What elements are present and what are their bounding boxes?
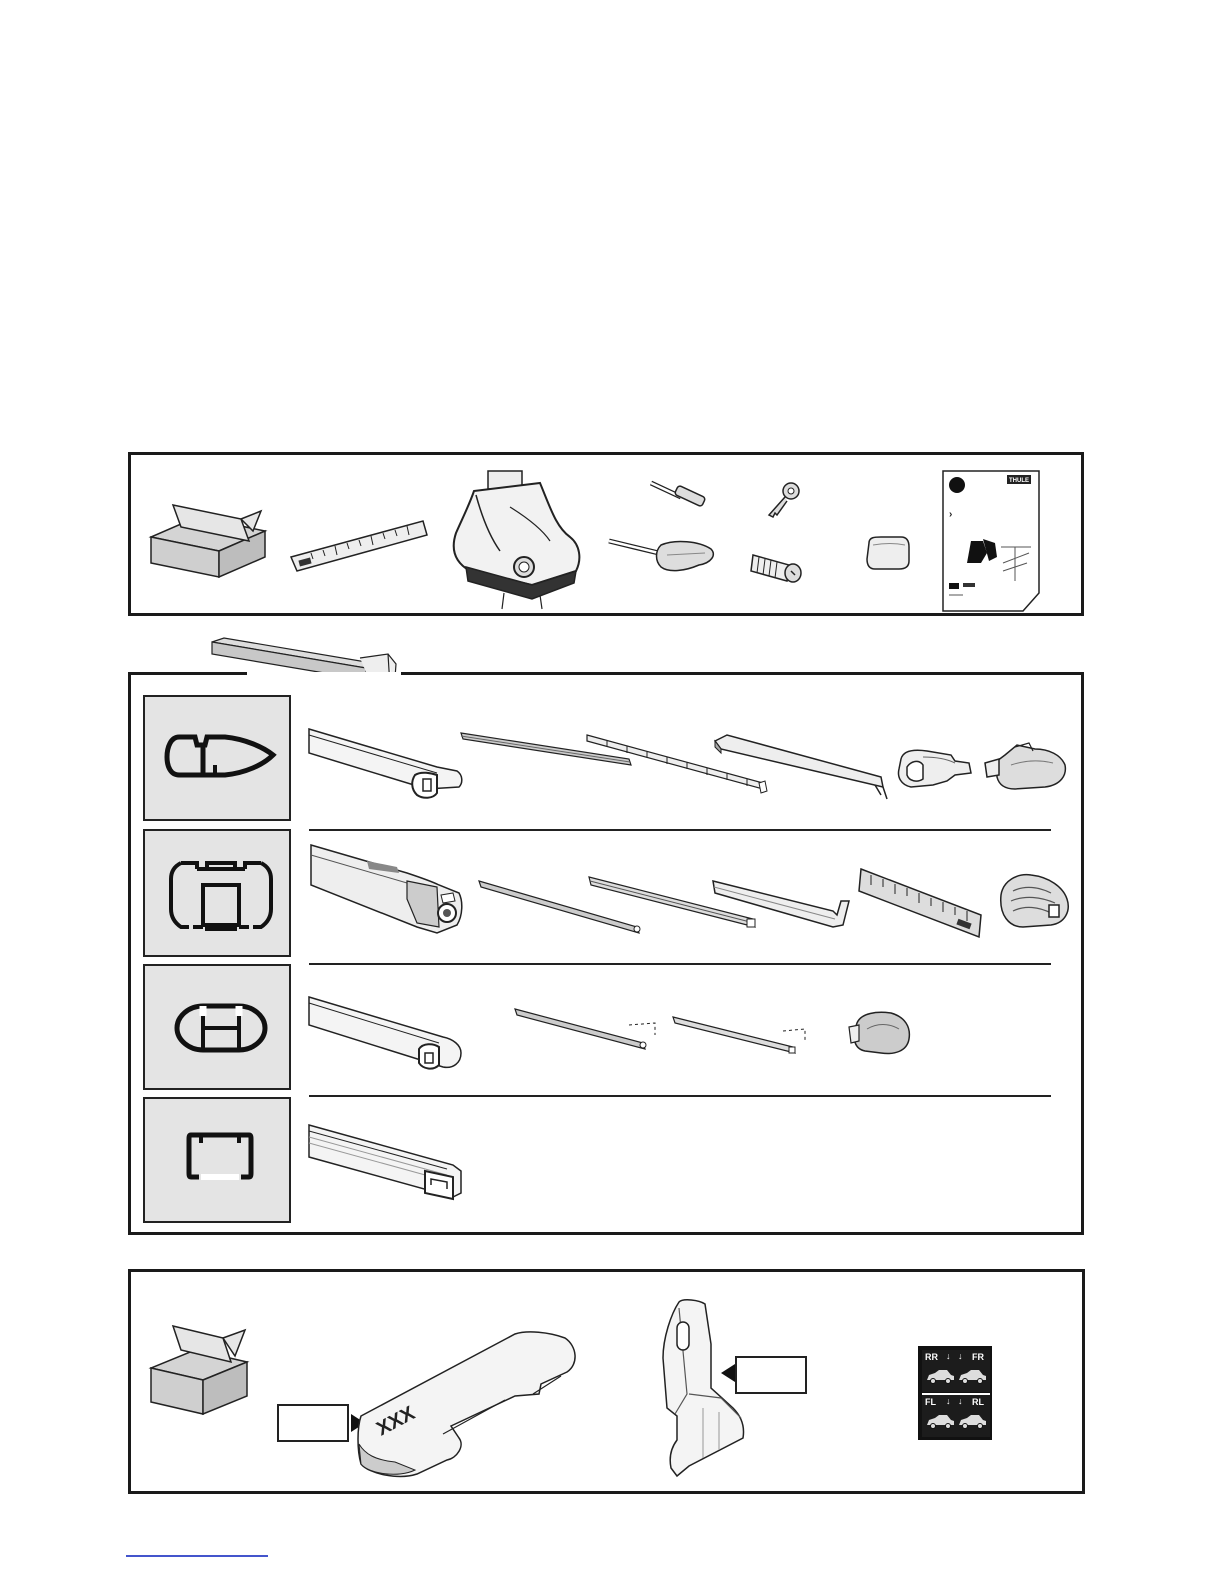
car-icon (925, 1368, 955, 1384)
part-marking-text: XXX (373, 1402, 419, 1441)
slide-end-cap-icon (995, 871, 1071, 931)
sticker-fr (956, 1350, 990, 1392)
fit-kit-panel (128, 1269, 1085, 1494)
t-bolt-icon (647, 477, 707, 511)
down-arrow-icon: ↓ (958, 1351, 963, 1361)
round-bar-icon (307, 993, 467, 1075)
rubber-pad-icon (355, 1324, 581, 1480)
down-arrow-icon: ↓ (958, 1396, 963, 1406)
car-icon (925, 1413, 955, 1429)
square-profile-icon (187, 1131, 253, 1181)
slide-bar-icon (307, 841, 467, 941)
round-rubber-strip-icon (671, 1013, 807, 1063)
footer-link-underline[interactable] (126, 1555, 268, 1557)
profile-cell-aero (143, 695, 291, 821)
row-divider (309, 829, 1051, 831)
profile-cell-round (143, 964, 291, 1090)
roof-foot-icon (446, 467, 584, 609)
round-end-cap-icon (847, 1009, 913, 1059)
square-bar-icon (307, 1121, 467, 1205)
lock-cylinder-icon (749, 547, 805, 585)
sticker-rl-label: RL (972, 1397, 984, 1407)
sticker-rr-label: RR (925, 1352, 938, 1362)
kit-number-box-bracket (735, 1356, 807, 1394)
sticker-rr (922, 1350, 957, 1392)
down-arrow-icon: ↓ (946, 1351, 951, 1361)
row-divider (309, 963, 1051, 965)
car-icon (957, 1413, 987, 1429)
down-arrow-icon: ↓ (946, 1396, 951, 1406)
round-profile-icon (175, 1002, 267, 1054)
profile-cell-square (143, 1097, 291, 1223)
pointer-arrow-icon (721, 1364, 735, 1382)
sticker-rl (956, 1395, 990, 1437)
cardboard-box-icon (149, 501, 265, 577)
thule-logo-icon (943, 471, 1039, 611)
hex-key-tool-icon (607, 535, 717, 577)
svg-text:›: › (949, 509, 953, 520)
bar-end-cap-left-icon (893, 745, 975, 789)
load-bar-panel (128, 672, 1084, 1235)
key-icon (763, 481, 803, 521)
aero-profile-icon (165, 731, 275, 785)
profile-cell-slide (143, 829, 291, 957)
round-t-track-icon (513, 1005, 659, 1059)
allen-key-icon (711, 875, 851, 931)
kit-number-box-pad (277, 1404, 349, 1442)
slide-profile-icon (169, 855, 273, 935)
car-icon (957, 1368, 987, 1384)
bar-end-cap-right-icon (983, 741, 1067, 791)
fit-bracket-icon (649, 1298, 747, 1478)
wind-fairing-icon (711, 731, 891, 803)
measuring-tape-icon (289, 517, 429, 573)
svg-text:THULE: THULE (1009, 478, 1029, 484)
slide-measuring-tape-icon (857, 865, 987, 941)
sticker-fr-label: FR (972, 1352, 984, 1362)
position-sticker-sheet (918, 1346, 992, 1440)
kit-box-icon (149, 1322, 249, 1418)
sticker-fl (922, 1395, 957, 1437)
sticker-fl-label: FL (925, 1397, 936, 1407)
aero-bar-icon (307, 723, 467, 803)
row-divider (309, 1095, 1051, 1097)
foot-pack-panel (128, 452, 1084, 616)
end-cap-icon (865, 535, 911, 571)
